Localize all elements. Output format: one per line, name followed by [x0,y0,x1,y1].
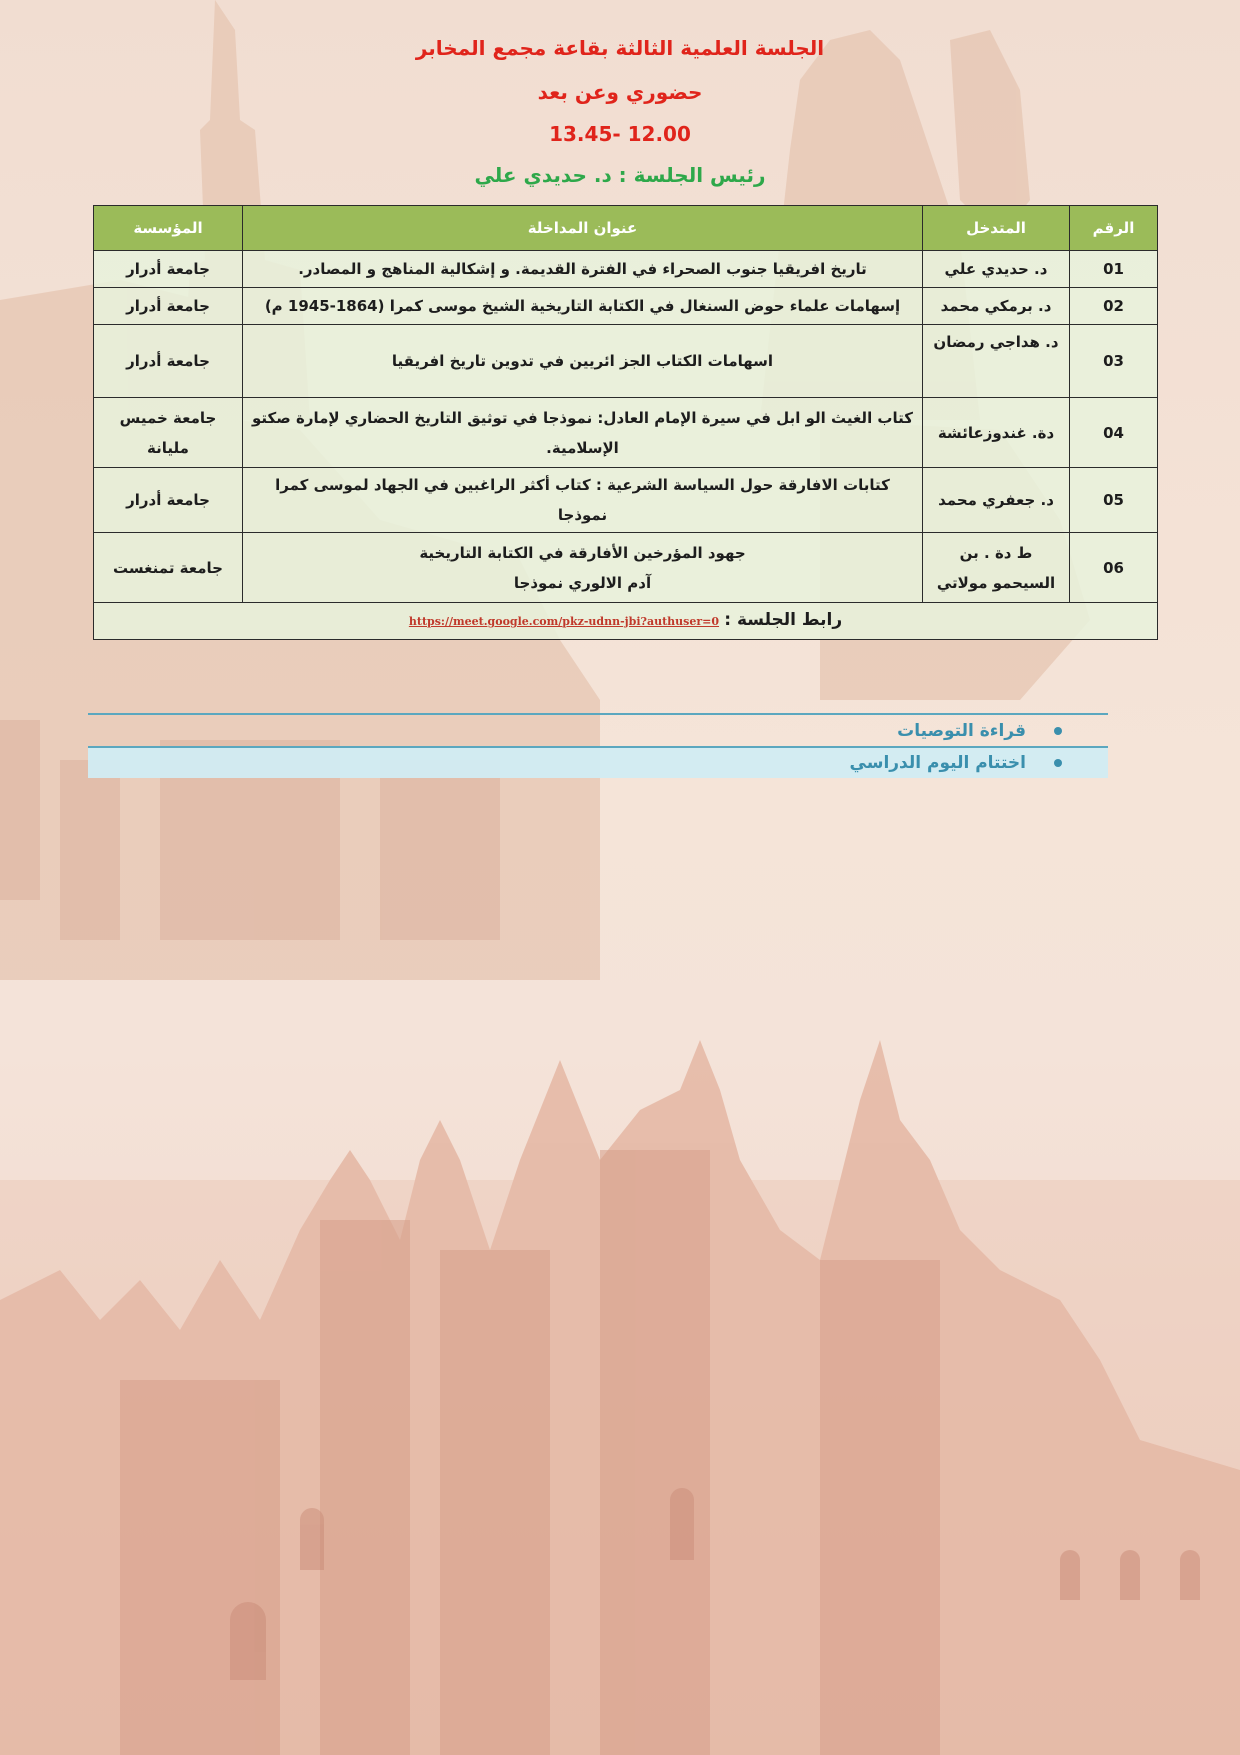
row-institution-line: جامعة خميس [119,408,217,427]
closing-item-recommendations [88,716,1108,746]
bullet-icon [1054,727,1062,735]
row-title: كتابات الافارقة حول السياسة الشرعية : كتاب أكثر الراغبين في الجهاد لموسى كمرا نموذجا [243,468,923,533]
table-row [94,325,1158,398]
session-chair: رئيس الجلسة : د. حديدي علي [474,163,766,187]
session-title: الجلسة العلمية الثالثة بقاعة مجمع المخابر [415,36,825,60]
row-title: تاريخ افريقيا جنوب الصحراء في الفترة القديمة. و إشكالية المناهج و المصادر. [243,251,923,288]
header-speaker: المتدخل [923,206,1070,251]
bullet-icon [1054,759,1062,767]
header-institution: المؤسسة [94,206,243,251]
row-title-line: جهود المؤرخين الأفارقة في الكتابة التاريخية [419,543,746,562]
row-number: 05 [1070,468,1158,533]
header-number: الرقم [1070,206,1158,251]
row-number: 06 [1070,533,1158,603]
row-number: 01 [1070,251,1158,288]
row-institution [94,398,243,468]
row-institution: جامعة أدرار [94,325,243,398]
table-header-row [94,206,1158,251]
session-mode: حضوري وعن بعد [537,80,703,104]
closing-item-label: اختتام اليوم الدراسي [849,753,1026,773]
row-title-line: آدم الالوري نموذجا [513,573,652,592]
header-title: عنوان المداخلة [243,206,923,251]
row-institution: جامعة أدرار [94,468,243,533]
table-row [94,398,1158,468]
row-number: 02 [1070,288,1158,325]
table-row [94,533,1158,603]
row-institution: جامعة أدرار [94,288,243,325]
program-table [93,205,1158,640]
session-link-cell [94,603,1158,640]
row-title-line: الإسلامية. [546,438,619,457]
row-speaker: د. هداجي رمضان [923,325,1070,398]
row-speaker: د. برمكي محمد [923,288,1070,325]
session-link[interactable]: https://meet.google.com/pkz-udnn-jbi?authuser=0 [408,615,720,628]
row-speaker-line: ط دة . بن [959,543,1033,562]
row-speaker-line: السيحمو مولاتي [936,573,1056,592]
row-title-line: كتاب الغيث الو ابل في سيرة الإمام العادل: نموذجا في توثيق التاريخ الحضاري لإمارة صكتو [252,408,913,427]
session-link-label: رابط الجلسة : [724,610,843,630]
row-institution: جامعة أدرار [94,251,243,288]
row-speaker: د. جعفري محمد [923,468,1070,533]
table-row [94,251,1158,288]
session-time: 13.45- 12.00 [549,122,691,146]
row-institution-line: مليانة [147,438,189,457]
row-institution: جامعة تمنغست [94,533,243,603]
row-title [243,533,923,603]
table-row [94,468,1158,533]
row-title: إسهامات علماء حوض السنغال في الكتابة التاريخية الشيخ موسى كمرا (1864-1945 م) [243,288,923,325]
row-number: 03 [1070,325,1158,398]
row-number: 04 [1070,398,1158,468]
closing-item-end-of-day [88,746,1108,778]
table-row [94,288,1158,325]
row-title: اسهامات الكتاب الجز ائريين في تدوين تاريخ افريقيا [243,325,923,398]
closing-divider [88,713,1108,715]
closing-item-label: قراءة التوصيات [897,721,1026,741]
row-title [243,398,923,468]
row-speaker [923,533,1070,603]
row-speaker: د. حديدي علي [923,251,1070,288]
row-speaker: دة. غندوزعائشة [923,398,1070,468]
session-link-row [94,603,1158,640]
